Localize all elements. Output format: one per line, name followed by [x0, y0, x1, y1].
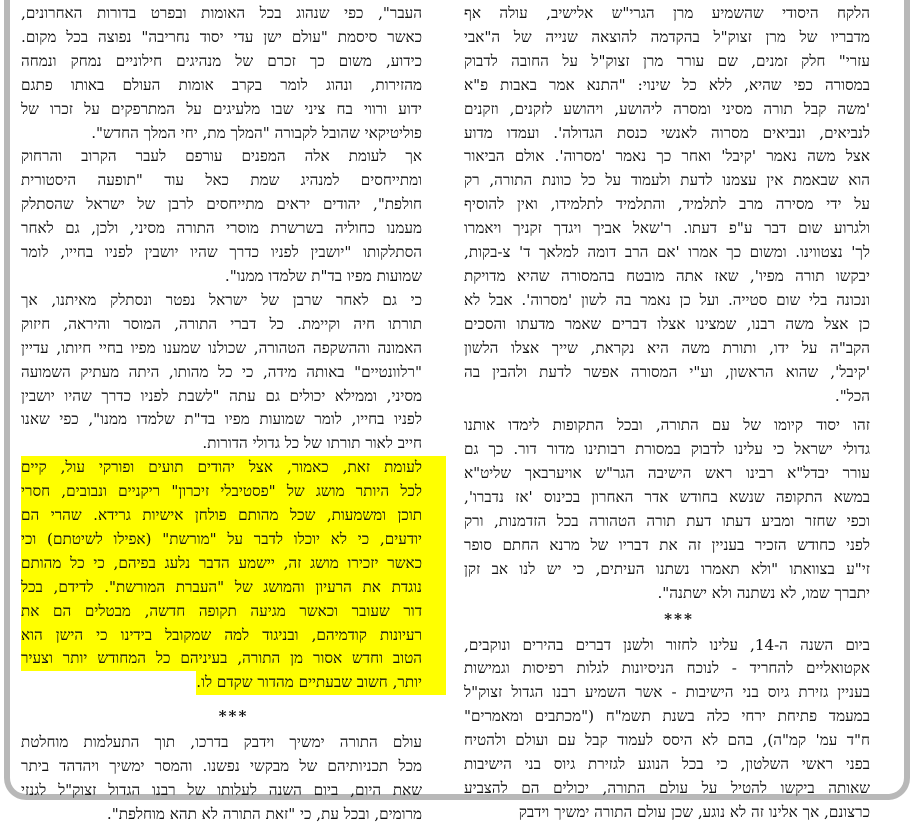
text-line: תוכן ומשמעות, שכל מהותם פולחן אישיות גרידא. שהרי הם: [21, 504, 446, 528]
text-line: זי"ע בצוואתו "ולא תאמרו נשתנו העיתים, כי יש לנו אב זקן: [464, 559, 870, 578]
text-line: יודעים, כי לא יוכלו לדבר על "מורשת" (אפילו לשיטתם) וכי: [21, 528, 446, 552]
text-line: כאשר יזכירו מושג זה, יישמע הדבר נלעג בפיהם, כי כל מהותם: [21, 552, 446, 576]
text-line: לנביאים, ונביאים מסרוה לאנשי כנסת הגדולה'. ועמדו מדוע: [464, 123, 870, 142]
text-line: עורר יבדל"א רבינו ראש הישיבה הגר"ש אויערבאך שליט"א: [464, 464, 870, 483]
right-column: [464, 2, 894, 825]
section-divider: ***: [218, 707, 249, 726]
text-line: עולם התורה ימשיך וידבק בדרכו, תוך התעלמות מוחלטת: [21, 733, 422, 752]
text-line: כרצונם, אך אלינו זה לא נוגע, שכן עולם התורה ימשיך וידבק: [518, 802, 870, 821]
text-line: במסורה כפי שהיא, ללא כל שינוי: "התנא אמר באבות פ"א: [464, 75, 870, 94]
text-line: 'משה קבל תורה מסיני ומסרה ליהושע, ויהושע לזקנים, וזקנים: [464, 99, 870, 118]
text-line: העבר", כפי שנהוג בכל האומות ובפרט בדורות האחרונים,: [21, 4, 422, 22]
text-line: מעמנו כחוליה בשרשרת מוסרי התורה מסיני, ולכן, גם לאחר: [21, 219, 422, 238]
text-line: מדבריו של מרן זצוק"ל בהקדמה להוצאה שנייה של ה"אבי: [464, 27, 870, 46]
text-line: שאותה ביקשו להטיל על עולם התורה, יכולים הם להצביע: [464, 779, 870, 797]
paragraph: [21, 2, 446, 145]
text-line: מרומים, ובכל עת, כי "זאת התורה לא תהא מוחלפת".: [106, 804, 422, 823]
text-line: דור שעובר וכאשר מגיעה תקופה חדשה, מבטלים הם את: [21, 600, 446, 624]
paragraph: [21, 731, 446, 827]
text-line: גדולי ישראל כי עלינו לדבוק במסורת רבותינו מדור דור. כך גם: [464, 440, 870, 459]
text-line: הלקח היסודי שהשמיע מרן הגרי"ש אלישיב, עולה אף: [464, 4, 870, 22]
text-line: כי גם לאחר שרבן של ישראל נפטר ונסתלק מאיתנו, אך: [21, 290, 422, 309]
text-line: על ידי מסירה מרב לתלמיד, והתלמיד לתלמידו, ואין להוסיף: [464, 195, 870, 214]
text-line: 'קיבל', שהוא הראשון, וע"י המסורה אפשר לדעת ולהבין בה: [464, 362, 870, 381]
text-line: זהו יסוד קיומו של עם התורה, ובכל התקופות לימדו אותנו: [464, 416, 870, 435]
text-line: מכל תכניותיהם של מבקשי נפשנו. והמסר ימשיך ויהדהד ביתר: [21, 757, 422, 775]
text-line: כן אצל משה רבנו, שמצינו אצלו דברים שאמר מדעתו והסכים: [464, 314, 870, 333]
text-line: ידוע ורווי בח ציני שבו מלעיגים על המתרפקים על זכרו של: [21, 99, 422, 118]
text-line: שמועות מפיו בד"ת שלמדו ממנו".: [224, 266, 422, 285]
text-line: יותר, חשוב שבעתיים מהדור שקדם לו.: [196, 671, 446, 695]
text-line: הכל".: [834, 386, 870, 405]
text-line: אקטואליים להחריד - לנוכח הניסיונות לגלות רפיסות וגמישות: [464, 659, 870, 678]
text-line: ומתייחסים למנהיג שמת כאל עוד "תופעה היסטורית: [21, 171, 422, 190]
text-line: ביום השנה ה-14, עלינו לחזור ולשנן דברים בהירים ונוקבים,: [464, 635, 870, 654]
text-line: וכפי שחזר ומביע דעתו דעת תורה הטהורה בכל הזדמנות, ורק: [464, 512, 870, 531]
section-divider: ***: [664, 609, 694, 628]
text-line: מסיני, וממילא יכולים גם עתה "לשבת לפניו כדרך שהיו יושבין: [21, 386, 422, 405]
highlighted-paragraph: [21, 456, 446, 703]
text-line: "רלוונטיים" באותה מידה, כי כל מהותו, היתה מעתיק השמועה: [21, 362, 422, 381]
text-line: חולפת", יהודים יראים מתייחסים לרבן של ישראל שהסתלק: [21, 195, 422, 214]
text-line: האמונה וההשקפה הטהורה, שכולנו שמענו מפיו בחיי חיותו, עדיין: [21, 338, 422, 357]
text-line: אצל משה נאמר 'קיבל' ואחר כך נאמר 'מסרוה'. אולם הביאור: [464, 147, 870, 166]
paragraph: [464, 414, 894, 605]
text-line: יבקשו תורה מפיו', שאז אתה מובטח בהמסורה שהיא מדויקת: [464, 266, 870, 285]
text-line: הקב"ה על ידו, ותורת משה היא נקראת, שייך אצלו הלשון: [464, 338, 870, 357]
text-line: בעניין גזירת גיוס בני הישיבות - אשר השמיע רבנו הגדול זצוק"ל: [464, 683, 870, 702]
text-line: שאת היום, ביום השנה לעלותו של רבנו הגדול זצוק"ל לגנזי: [21, 780, 422, 799]
paragraph: [21, 145, 446, 288]
text-line: לעומת זאת, כאמור, אצל יהודים תועים ופורקי עול, קיים: [21, 456, 446, 480]
text-line: הטוב וחדש אסור מן התורה, בעיניהם כל המחודש יותר וצעיר: [21, 647, 446, 671]
left-column: [21, 2, 446, 827]
text-line: ולגרוע שום דבר ע"פ דעתו. ר'שאל אביך ויגדך זקניך ויאמרו: [464, 219, 870, 238]
text-line: יתברך שמו, לא נשתנה ולא ישתנה".: [657, 583, 870, 602]
text-line: לפניו בחייו, לומר שמועות מפיו בד"ת שלמדו ממנו", כפי שאנו: [21, 410, 422, 429]
text-line: לפני כחודש הזכיר בעניין זה את דבריו של מרנא החתם סופר: [464, 535, 870, 554]
text-line: ונכונה בלי שום סטייה. ועל כן נאמר בה לשון 'מסרוה'. אבל לא: [464, 290, 870, 309]
text-line: נוגדת את הרעיון והמושג של "העברת המורשת". לדידם, בכל: [21, 576, 446, 600]
text-line: הוא שבאמת אין עצמנו לדעת ולעמוד על כל כוונת התורה, רק: [464, 171, 870, 190]
text-line: עזרי" חלק זמנים, שם עורר מרן זצוק"ל על החובה לדבוק: [464, 51, 870, 70]
text-line: במשא התקופה שנשא בחודש אדר האחרון בכינוס 'אז נדברו',: [464, 488, 870, 507]
text-line: כידוע, משום כך זכרם של מנהיגים חילוניים נמחק ונמחה: [21, 51, 422, 70]
paragraph: [464, 634, 894, 825]
text-line: במעמד פתיחת ירחי כלה בשנת תשמ"ח ("מכתבים ומאמרים": [464, 707, 870, 726]
paragraph: [464, 2, 894, 408]
text-line: תורתו חיה וקיימת. כל דברי התורה, המוסר והיראה, חיזוק: [21, 314, 422, 333]
text-line: ח"ד עמ' קמ"ה), בהם לא היסס לעמוד קבל עם ועולם ולהטיח: [464, 731, 870, 750]
text-line: פוליטיקאי שהובל לקבורה "המלך מת, יחי המלך החדש".: [91, 123, 422, 142]
text-line: הסתלקותו "יושבין לפניו כדרך שהיו יושבין לפניו בחייו, לומר: [21, 243, 422, 262]
text-line: בפני ראשי השלטון, כי בכל הנוגע לגזירת גיוס בני הישיבות: [464, 755, 870, 774]
text-line: לך' נצטווינו. ומשום כך אמרו 'אם הרב דומה למלאך ד' צ-בקות,: [464, 243, 870, 262]
text-line: כאשר סיסמת "עולם ישן עדי יסוד נחריבה" נפוצה בכל מקום.: [21, 27, 422, 46]
text-line: אך לעומת אלה המפנים עורפם לעבר הקרוב והרחוק: [21, 147, 422, 166]
text-line: חייב לאור תורתו של כל גדולי הדורות.: [202, 434, 422, 453]
text-line: לכל היותר מושג של "פסטיבלי זיכרון" ריקניים ונבובים, חסרי: [21, 480, 446, 504]
text-line: מהזירות, ונהוג לומר בקרב אומות העולם באותו פתגם: [21, 75, 422, 94]
text-line: רעיונות קודמיהם, ובניגוד למה שמקובל בידינו כי הישן הוא: [21, 624, 446, 648]
paragraph: [21, 289, 446, 456]
